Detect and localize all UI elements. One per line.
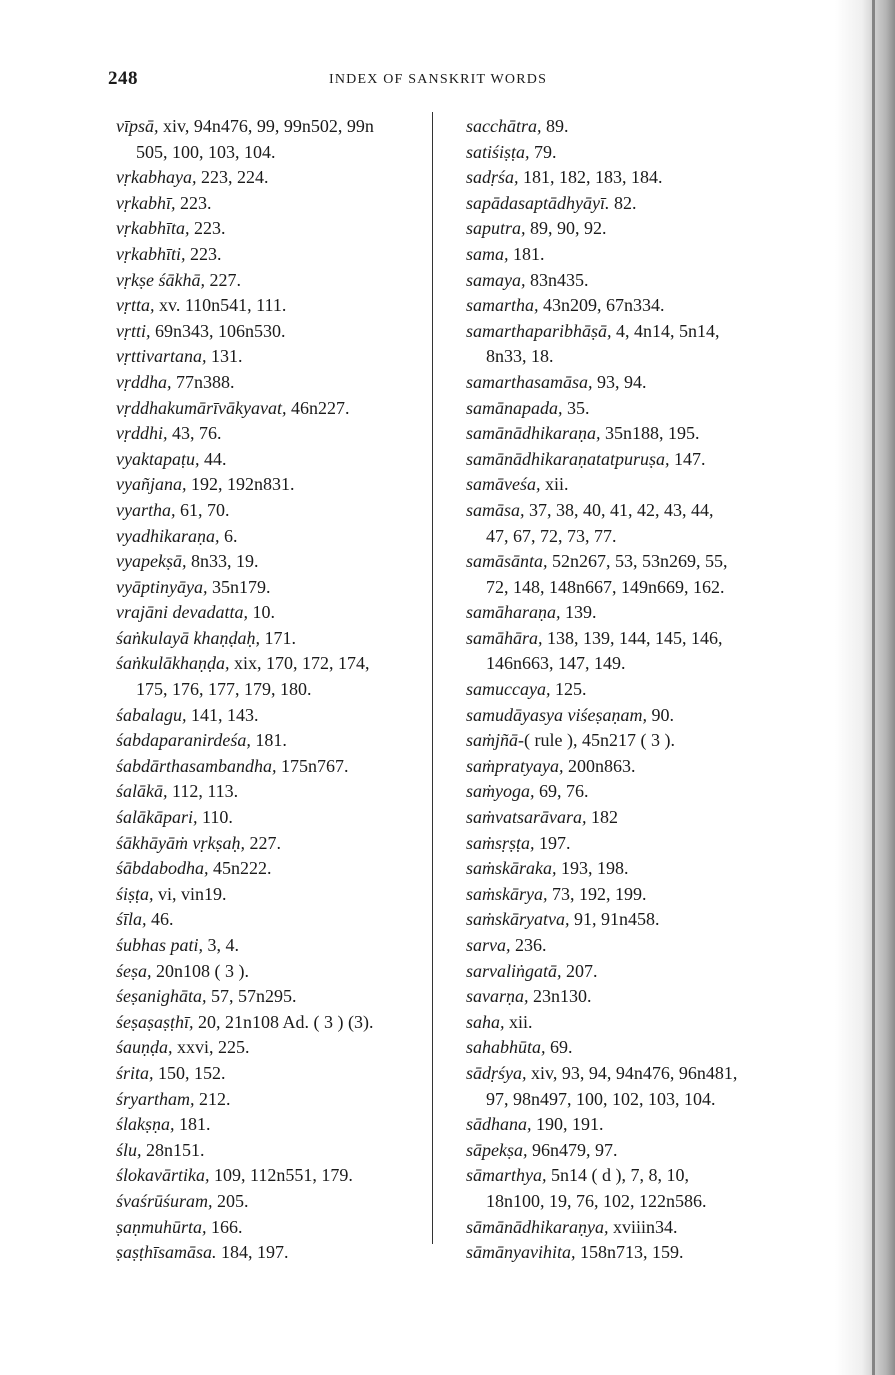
index-entry [116, 1189, 432, 1215]
index-entry [466, 165, 796, 191]
index-references-continued: 8n33, 18. [486, 346, 554, 367]
index-entry [466, 114, 796, 140]
index-references-continued: 146n663, 147, 149. [486, 653, 626, 674]
index-references: 125. [550, 679, 587, 700]
index-column-right [466, 114, 796, 1266]
index-references-continued: 175, 176, 177, 179, 180. [136, 679, 312, 700]
index-word: saṁskārya, [466, 883, 548, 904]
index-entry [466, 370, 796, 396]
index-word: ṣaṣṭhīsamāsa. [116, 1242, 217, 1263]
index-entry [466, 319, 796, 370]
index-word: vṛkabhī, [116, 192, 176, 213]
index-references: 138, 139, 144, 145, 146, [542, 627, 723, 648]
index-references: 73, 192, 199. [547, 883, 647, 904]
index-word: vṛkabhaya, [116, 167, 197, 188]
index-word: sama, [466, 243, 509, 264]
index-references: 192, 192n831. [186, 474, 295, 495]
index-word: satiśiṣṭa, [466, 141, 530, 162]
index-references-continued: 72, 148, 148n667, 149n669, 162. [486, 576, 725, 597]
index-word: ṣaṇmuhūrta, [116, 1216, 207, 1237]
index-word: samarthasamāsa, [466, 371, 593, 392]
index-references: 96n479, 97. [527, 1139, 618, 1160]
index-references: 43, 76. [167, 423, 222, 444]
index-word: śeṣaṣaṣṭhī, [116, 1011, 194, 1032]
index-word: saṁskāraka, [466, 858, 557, 879]
index-entry [116, 856, 432, 882]
index-entry [116, 805, 432, 831]
index-word: samāharaṇa, [466, 602, 561, 623]
index-references: xii. [540, 474, 569, 495]
index-word: śalākā, [116, 781, 168, 802]
index-word: samuccaya, [466, 679, 551, 700]
index-entry [116, 396, 432, 422]
index-entry [466, 882, 796, 908]
index-references: vi, vin19. [153, 883, 227, 904]
index-entry [116, 344, 432, 370]
index-word: śalākāpari, [116, 807, 198, 828]
index-references: 236. [510, 935, 547, 955]
index-word: vyāptinyāya, [116, 576, 208, 597]
index-word: vyadhikaraṇa, [116, 525, 220, 546]
index-word: sapādasaptādhyāyī. [466, 192, 610, 213]
index-word: samarthaparibhāṣā, [466, 320, 612, 341]
index-references: 190, 191. [531, 1114, 604, 1135]
index-word: sāmarthya, [466, 1165, 547, 1186]
index-entry [116, 575, 432, 601]
index-references: 5n14 ( d ), 7, 8, 10, [546, 1165, 689, 1186]
index-entry [116, 242, 432, 268]
index-word: sādhana, [466, 1114, 532, 1135]
index-word: sarvaliṅgatā, [466, 960, 562, 981]
index-word: saṁpratyaya, [466, 755, 564, 776]
index-word: śīla, [116, 909, 147, 930]
index-word: samānādhikaraṇatatpuruṣa, [466, 448, 670, 469]
index-entry [116, 1035, 432, 1061]
index-word: saṁjñā- [466, 730, 524, 751]
index-references: 20, 21n108 Ad. ( 3 ) (3). [193, 1011, 374, 1032]
index-entry [466, 396, 796, 422]
index-word: samartha, [466, 295, 539, 316]
index-word: śabdaparanirdeśa, [116, 730, 251, 751]
index-entry [466, 242, 796, 268]
index-references: 23n130. [528, 986, 592, 1007]
index-word: vṛddhi, [116, 423, 168, 444]
index-entry [466, 677, 796, 703]
index-entry [116, 1240, 432, 1266]
index-references: 181, 182, 183, 184. [518, 167, 663, 188]
index-word: śiṣṭa, [116, 883, 154, 904]
index-entry [116, 447, 432, 473]
index-references: 150, 152. [153, 1062, 226, 1083]
index-entry [466, 626, 796, 677]
index-word: ślakṣṇa, [116, 1114, 175, 1135]
index-word: samāveśa, [466, 474, 541, 495]
index-references: 77n388. [171, 371, 235, 392]
index-entry [116, 907, 432, 933]
index-word: śābdabodha, [116, 858, 209, 879]
index-word: vyapekṣā, [116, 551, 187, 572]
index-entry [466, 831, 796, 857]
index-references: 28n151. [141, 1139, 205, 1160]
index-references: 212. [194, 1088, 231, 1109]
scan-binding-line [872, 0, 875, 1375]
index-entry [466, 472, 796, 498]
index-word: vyañjana, [116, 474, 187, 495]
index-word: śākhāyāṁ vṛkṣaḥ, [116, 832, 245, 853]
index-references: 35n179. [207, 576, 271, 597]
index-entry [466, 933, 796, 959]
index-word: samāsānta, [466, 551, 548, 572]
index-entry [116, 779, 432, 805]
index-references-continued: 505, 100, 103, 104. [136, 141, 276, 162]
index-entry [116, 472, 432, 498]
index-references: 223. [189, 218, 226, 239]
index-entry [466, 216, 796, 242]
index-entry [466, 728, 796, 754]
page-number: 248 [108, 68, 138, 89]
index-entry [116, 370, 432, 396]
index-entry [466, 779, 796, 805]
index-references: 227. [204, 269, 241, 290]
index-entry [116, 1061, 432, 1087]
index-references: 57, 57n295. [206, 986, 297, 1007]
index-word: sādṛśya, [466, 1062, 527, 1083]
index-entry [466, 447, 796, 473]
index-references: xix, 170, 172, 174, [229, 653, 370, 674]
index-references: 90. [646, 704, 674, 725]
index-word: samānapada, [466, 397, 563, 418]
index-entry [116, 165, 432, 191]
index-word: sarva, [466, 935, 511, 955]
index-entry [116, 933, 432, 959]
index-references: 44. [199, 448, 227, 469]
index-word: śvaśrūśuram, [116, 1190, 213, 1211]
index-word: śryartham, [116, 1088, 195, 1109]
index-references: 131. [206, 346, 243, 367]
index-references: 20n108 ( 3 ). [151, 960, 249, 981]
index-word: saṁskāryatva, [466, 909, 570, 930]
index-word: śeṣanighāta, [116, 986, 207, 1007]
index-references: 158n713, 159. [575, 1242, 684, 1263]
index-entry [466, 140, 796, 166]
index-references: 69n343, 106n530. [150, 320, 286, 341]
index-word: saṁsṛṣṭa, [466, 832, 535, 853]
index-entry [116, 626, 432, 652]
index-references: 181. [508, 243, 545, 264]
index-word: vyaktapaṭu, [116, 448, 200, 469]
index-word: saṁvatsarāvara, [466, 807, 587, 828]
index-references: 35n188, 195. [600, 423, 700, 444]
index-references: 175n767. [276, 755, 349, 776]
index-word: śrita, [116, 1062, 154, 1083]
index-references: 82. [609, 192, 637, 213]
index-entry [116, 421, 432, 447]
index-word: sahabhūta, [466, 1037, 546, 1058]
index-references: xxvi, 225. [172, 1037, 250, 1058]
index-references: 8n33, 19. [186, 551, 259, 572]
index-references: 223. [185, 243, 222, 264]
index-entry [116, 114, 432, 165]
index-entry [466, 1163, 796, 1214]
index-references: 181. [174, 1114, 211, 1135]
index-entry [466, 984, 796, 1010]
index-word: vṛddha, [116, 371, 172, 392]
index-word: śubhas pati, [116, 935, 204, 955]
index-word: saha, [466, 1011, 505, 1032]
index-word: śaṅkulākhaṇḍa, [116, 653, 230, 674]
index-entry [116, 959, 432, 985]
index-word: samāsa, [466, 499, 525, 520]
index-entry [466, 1061, 796, 1112]
index-references: 227. [244, 832, 281, 853]
index-entry [116, 1010, 432, 1036]
index-entry [466, 600, 796, 626]
index-word: sāmānādhikaraṇya, [466, 1216, 609, 1237]
index-word: śeṣa, [116, 960, 152, 981]
index-word: samāhāra, [466, 627, 543, 648]
index-word: saṁyoga, [466, 781, 535, 802]
column-divider [432, 112, 433, 1244]
index-word: vrajāni devadatta, [116, 602, 248, 623]
index-references: xii. [504, 1011, 533, 1032]
index-entry [116, 524, 432, 550]
index-word: vṛttivartana, [116, 346, 207, 367]
index-entry [466, 703, 796, 729]
index-word: sacchātra, [466, 116, 542, 136]
index-references: 89. [541, 116, 569, 136]
index-entry [466, 856, 796, 882]
index-word: śaṅkulayā khaṇḍaḥ, [116, 627, 260, 648]
index-entry [466, 959, 796, 985]
index-references: 205. [212, 1190, 249, 1211]
index-word: vṛkṣe śākhā, [116, 269, 205, 290]
index-references: 45n222. [208, 858, 272, 879]
index-entry [116, 882, 432, 908]
index-word: sāpekṣa, [466, 1139, 528, 1160]
index-entry [116, 1215, 432, 1241]
index-references: 79. [529, 141, 557, 162]
index-references-continued: 18n100, 19, 76, 102, 122n586. [486, 1190, 707, 1211]
index-entry [466, 1138, 796, 1164]
index-word: samudāyasya viśeṣaṇam, [466, 704, 647, 725]
index-references: 83n435. [525, 269, 589, 290]
index-entry [116, 1163, 432, 1189]
index-word: vṛddhakumārīvākyavat, [116, 397, 287, 418]
index-references: 43n209, 67n334. [538, 295, 665, 316]
index-word: vṛkabhīta, [116, 218, 190, 239]
index-entry [116, 1138, 432, 1164]
page-header [0, 64, 895, 94]
index-entry [116, 498, 432, 524]
index-references: 141, 143. [186, 704, 259, 725]
index-references: 166. [206, 1216, 243, 1237]
index-entry [116, 1087, 432, 1113]
index-references: 91, 91n458. [569, 909, 660, 930]
index-entry [466, 1240, 796, 1266]
index-entry [466, 805, 796, 831]
index-entry [116, 754, 432, 780]
index-entry [466, 498, 796, 549]
index-references: xiv, 94n476, 99, 99n502, 99n [158, 116, 374, 136]
index-references: 10. [247, 602, 275, 623]
index-references: 207. [561, 960, 598, 981]
index-entry [466, 293, 796, 319]
index-references: 6. [219, 525, 238, 546]
index-entry [466, 1035, 796, 1061]
index-references: 147. [669, 448, 706, 469]
index-references: 93, 94. [592, 371, 647, 392]
index-word: ślokavārtika, [116, 1165, 210, 1186]
index-word: vyartha, [116, 499, 176, 520]
index-entry [116, 728, 432, 754]
index-references: 200n863. [563, 755, 636, 776]
index-entry [116, 216, 432, 242]
index-entry [116, 191, 432, 217]
index-word: samānādhikaraṇa, [466, 423, 601, 444]
running-title: INDEX OF SANSKRIT WORDS [329, 72, 548, 87]
index-word: śabalagu, [116, 704, 187, 725]
index-references: 52n267, 53, 53n269, 55, [547, 551, 728, 572]
index-references: 109, 112n551, 179. [209, 1165, 353, 1186]
index-entry [466, 1215, 796, 1241]
index-references: 89, 90, 92. [525, 218, 607, 239]
index-references: 37, 38, 40, 41, 42, 43, 44, [524, 499, 714, 520]
index-word: śauṇḍa, [116, 1037, 173, 1058]
index-references: xv. 110n541, 111. [154, 295, 287, 316]
index-references: xviiin34. [608, 1216, 678, 1237]
index-references-continued: 97, 98n497, 100, 102, 103, 104. [486, 1088, 716, 1109]
index-entry [466, 1112, 796, 1138]
index-entry [466, 549, 796, 600]
index-word: vṛtta, [116, 295, 155, 316]
index-references: 35. [562, 397, 590, 418]
index-entry [116, 831, 432, 857]
index-references-continued: 47, 67, 72, 73, 77. [486, 525, 617, 546]
index-entry [466, 421, 796, 447]
index-references: 110. [197, 807, 233, 828]
index-references: 181. [250, 730, 287, 751]
index-entry [466, 754, 796, 780]
index-word: saputra, [466, 218, 526, 239]
index-references: 69. [545, 1037, 573, 1058]
index-references: 197. [534, 832, 571, 853]
index-references: 3, 4. [203, 935, 240, 955]
index-word: ślu, [116, 1139, 142, 1160]
index-references: 171. [259, 627, 296, 648]
index-entry [116, 984, 432, 1010]
index-references: 4, 4n14, 5n14, [611, 320, 720, 341]
index-references: 223. [175, 192, 212, 213]
index-entry [116, 703, 432, 729]
index-references: 46n227. [286, 397, 350, 418]
index-references: 193, 198. [556, 858, 629, 879]
index-entry [466, 191, 796, 217]
index-references: 112, 113. [167, 781, 239, 802]
index-entry [116, 600, 432, 626]
index-word: sāmānyavihita, [466, 1242, 576, 1263]
index-word: samaya, [466, 269, 526, 290]
index-references: 46. [146, 909, 174, 930]
index-word: vṛkabhīti, [116, 243, 186, 264]
index-word: sadṛśa, [466, 167, 519, 188]
index-references: 139. [560, 602, 597, 623]
index-references: xiv, 93, 94, 94n476, 96n481, [526, 1062, 738, 1083]
index-references: 69, 76. [534, 781, 589, 802]
index-entry [116, 293, 432, 319]
index-entry [116, 319, 432, 345]
index-word: vṛtti, [116, 320, 151, 341]
index-word: savarṇa, [466, 986, 529, 1007]
index-entry [466, 268, 796, 294]
index-references: 184, 197. [216, 1242, 289, 1263]
index-entry [116, 549, 432, 575]
index-entry [466, 1010, 796, 1036]
index-entry [116, 651, 432, 702]
index-references: ( rule ), 45n217 ( 3 ). [524, 730, 675, 751]
scan-shadow-edge [835, 0, 895, 1375]
index-references: 182 [586, 807, 618, 828]
index-word: śabdārthasambandha, [116, 755, 277, 776]
index-entry [466, 907, 796, 933]
index-entry [116, 1112, 432, 1138]
index-references: 61, 70. [175, 499, 230, 520]
index-entry [116, 268, 432, 294]
index-column-left [116, 114, 432, 1266]
index-word: vīpsā, [116, 116, 159, 136]
index-references: 223, 224. [196, 167, 269, 188]
